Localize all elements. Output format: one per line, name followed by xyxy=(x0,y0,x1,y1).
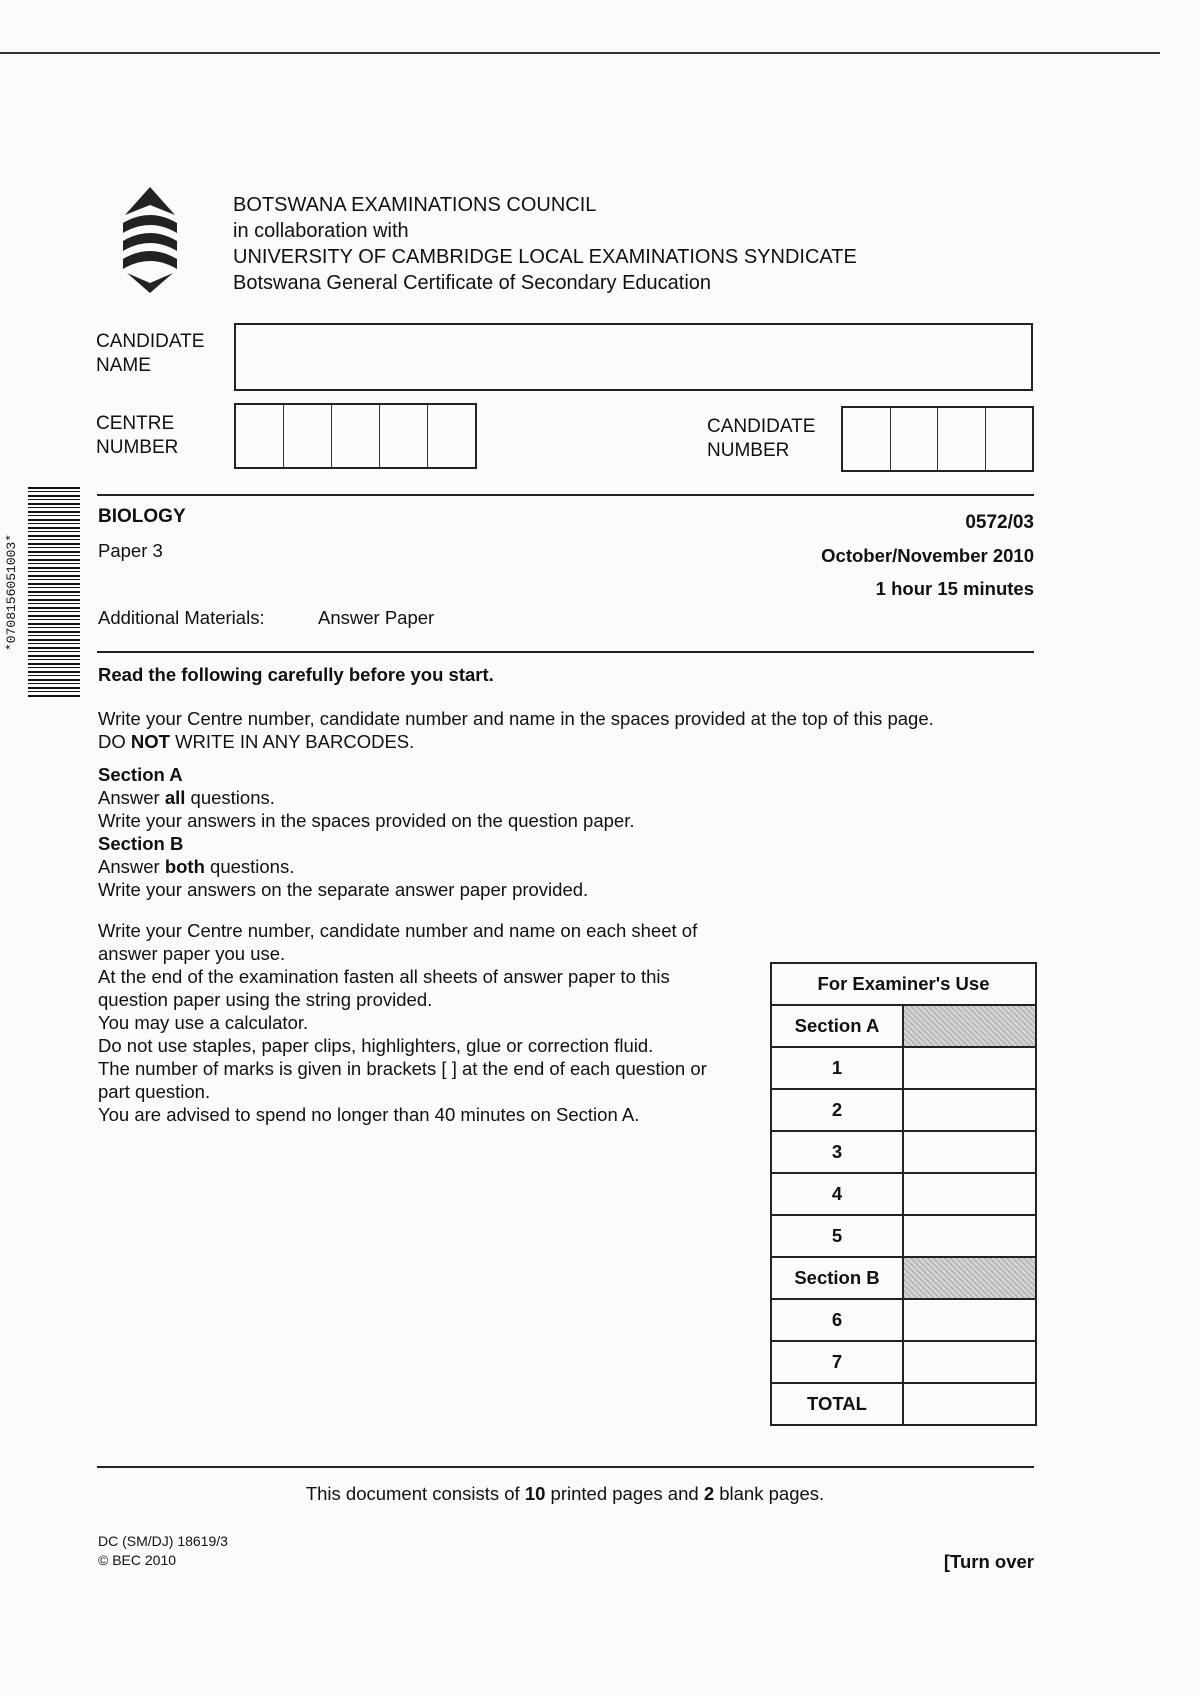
row-label: 2 xyxy=(771,1089,903,1131)
centre-digit-box[interactable] xyxy=(332,405,380,467)
instructions-heading: Read the following carefully before you start. xyxy=(98,664,494,685)
centre-number-label xyxy=(96,412,178,460)
printed-pages-count: 10 xyxy=(524,1483,546,1504)
centre-number-label-l2: NUMBER xyxy=(96,437,179,458)
section-b-heading: Section B xyxy=(98,833,184,854)
centre-number-boxes[interactable] xyxy=(234,403,477,469)
candidate-name-label xyxy=(96,330,204,378)
mark-cell[interactable] xyxy=(903,1173,1036,1215)
candidate-number-label-l2: NUMBER xyxy=(707,440,790,461)
instruction-part: Answer xyxy=(98,856,165,877)
instruction-line: Write your Centre number, candidate number and name in the spaces provided at the top of this page. xyxy=(98,708,934,729)
instruction-line: The number of marks is given in brackets [ ] at the end of each question or xyxy=(98,1058,707,1079)
divider xyxy=(97,494,1034,496)
candidate-name-box[interactable] xyxy=(234,323,1033,391)
row-label: 1 xyxy=(771,1047,903,1089)
instruction-part: Answer xyxy=(98,787,165,808)
exam-session: October/November 2010 xyxy=(821,545,1034,566)
instruction-emphasis: all xyxy=(164,787,186,808)
materials-value: Answer Paper xyxy=(318,607,435,628)
candidate-number-label xyxy=(707,415,815,463)
blank-pages-count: 2 xyxy=(703,1483,715,1504)
row-label: 6 xyxy=(771,1299,903,1341)
instruction-line: Do not use staples, paper clips, highlighters, glue or correction fluid. xyxy=(98,1035,654,1056)
table-row xyxy=(771,1005,1036,1047)
examiner-title: For Examiner's Use xyxy=(771,963,1036,1005)
instruction-line: At the end of the examination fasten all sheets of answer paper to this xyxy=(98,966,670,987)
instruction-emphasis: both xyxy=(164,856,205,877)
instruction-line: question paper using the string provided. xyxy=(98,989,433,1010)
instruction-emphasis: NOT xyxy=(130,731,170,752)
table-row xyxy=(771,1341,1036,1383)
divider xyxy=(97,1466,1034,1468)
council-name: BOTSWANA EXAMINATIONS COUNCIL xyxy=(233,194,597,216)
instruction-part: DO xyxy=(98,731,131,752)
candidate-number-boxes[interactable] xyxy=(841,406,1034,472)
centre-digit-box[interactable] xyxy=(284,405,332,467)
candidate-digit-box[interactable] xyxy=(938,408,986,470)
turn-over-text: [Turn over xyxy=(943,1551,1034,1572)
subject-title: BIOLOGY xyxy=(98,506,186,527)
table-row xyxy=(771,1215,1036,1257)
certificate-name: Botswana General Certificate of Secondary Education xyxy=(233,272,712,294)
instruction-line: answer paper you use. xyxy=(98,943,286,964)
scan-top-border xyxy=(0,52,1160,54)
bec-logo-icon xyxy=(115,185,185,295)
total-cell[interactable] xyxy=(903,1383,1036,1425)
instruction-part: questions. xyxy=(204,856,295,877)
instruction-line: You may use a calculator. xyxy=(98,1012,309,1033)
table-row xyxy=(771,1383,1036,1425)
table-row xyxy=(771,1257,1036,1299)
row-label: 7 xyxy=(771,1341,903,1383)
candidate-digit-box[interactable] xyxy=(986,408,1033,470)
doc-ref-code: DC (SM/DJ) 18619/3 xyxy=(98,1533,228,1549)
table-row xyxy=(771,1131,1036,1173)
paper-code: 0572/03 xyxy=(965,512,1034,533)
instruction-line: Write your Centre number, candidate number and name on each sheet of xyxy=(98,920,698,941)
instruction-line xyxy=(98,786,934,809)
instruction-line: You are advised to spend no longer than 40 minutes on Section A. xyxy=(98,1104,640,1125)
instruction-part: WRITE IN ANY BARCODES. xyxy=(169,731,415,752)
footer-part: printed pages and xyxy=(545,1483,704,1504)
row-label: Section A xyxy=(771,1005,903,1047)
shaded-cell xyxy=(903,1005,1036,1047)
barcode-image xyxy=(28,487,80,697)
table-row xyxy=(771,1089,1036,1131)
candidate-name-label-l2: NAME xyxy=(96,355,151,376)
mark-cell[interactable] xyxy=(903,1341,1036,1383)
row-label: Section B xyxy=(771,1257,903,1299)
exam-duration: 1 hour 15 minutes xyxy=(875,578,1034,599)
table-row xyxy=(771,963,1036,1005)
mark-cell[interactable] xyxy=(903,1299,1036,1341)
footer-part: blank pages. xyxy=(714,1483,825,1504)
footer-part: This document consists of xyxy=(305,1483,525,1504)
instruction-line: Write your answers on the separate answer paper provided. xyxy=(98,879,589,900)
page-count-note xyxy=(0,1482,1130,1505)
document-reference xyxy=(98,1532,228,1570)
candidate-name-label-l1: CANDIDATE xyxy=(96,331,205,352)
divider xyxy=(97,651,1034,653)
table-row xyxy=(771,1173,1036,1215)
instruction-line xyxy=(98,855,934,878)
shaded-cell xyxy=(903,1257,1036,1299)
mark-cell[interactable] xyxy=(903,1047,1036,1089)
instruction-line: Write your answers in the spaces provided on the question paper. xyxy=(98,810,635,831)
barcode-text: *0708156051003* xyxy=(4,533,19,651)
candidate-digit-box[interactable] xyxy=(891,408,939,470)
instruction-line xyxy=(98,730,934,753)
table-row xyxy=(771,1047,1036,1089)
row-label: TOTAL xyxy=(771,1383,903,1425)
instruction-line: part question. xyxy=(98,1081,211,1102)
materials-label: Additional Materials: xyxy=(98,607,265,628)
section-a-heading: Section A xyxy=(98,764,183,785)
collab-text: in collaboration with xyxy=(233,220,409,242)
row-label: 4 xyxy=(771,1173,903,1215)
row-label: 5 xyxy=(771,1215,903,1257)
mark-cell[interactable] xyxy=(903,1215,1036,1257)
candidate-number-label-l1: CANDIDATE xyxy=(707,416,816,437)
instruction-part: questions. xyxy=(185,787,275,808)
row-label: 3 xyxy=(771,1131,903,1173)
centre-number-label-l1: CENTRE xyxy=(96,413,175,434)
examiner-table xyxy=(770,962,1037,1426)
centre-digit-box[interactable] xyxy=(236,405,284,467)
mark-cell[interactable] xyxy=(903,1089,1036,1131)
candidate-digit-box[interactable] xyxy=(843,408,891,470)
copyright-text: © BEC 2010 xyxy=(98,1552,177,1568)
table-row xyxy=(771,1299,1036,1341)
exam-header xyxy=(233,192,857,296)
centre-digit-box[interactable] xyxy=(380,405,428,467)
mark-cell[interactable] xyxy=(903,1131,1036,1173)
centre-digit-box[interactable] xyxy=(428,405,475,467)
paper-number: Paper 3 xyxy=(98,540,163,561)
university-name: UNIVERSITY OF CAMBRIDGE LOCAL EXAMINATIONS SYNDICATE xyxy=(233,246,857,268)
